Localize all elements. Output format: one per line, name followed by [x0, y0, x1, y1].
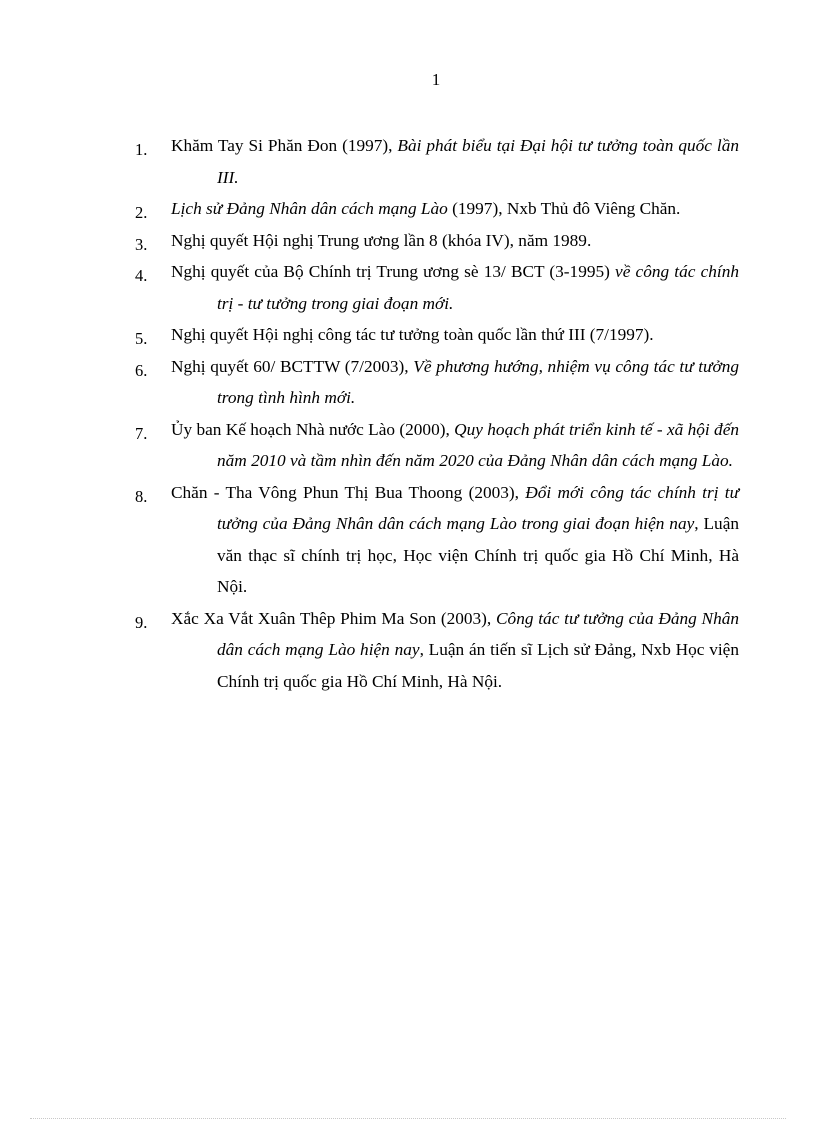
reference-title-italic: Quy hoạch phát triển kinh tế - xã hội đến năm 2010 và tầm nhìn đến năm 2020 của Đảng Nhân dân cách mạng Lào. [217, 419, 740, 470]
reference-text [171, 477, 739, 603]
reference-text-segment: , Luận án tiến sĩ Lịch sử Đảng, Nxb Học viện Chính trị quốc gia Hồ Chí Minh, Hà Nội. [217, 640, 739, 691]
reference-number: 6. [135, 360, 148, 380]
reference-title-italic: Đổi mới công tác chính trị tư tưởng của Đảng Nhân dân cách mạng Lào trong giai đoạn hiện nay [217, 482, 740, 533]
reference-item [135, 130, 739, 193]
reference-item [135, 477, 739, 603]
reference-text-segment: Chăn - Tha Vông Phun Thị Bua Thoong (2003), [171, 482, 526, 502]
reference-text [171, 256, 739, 319]
reference-number: 5. [135, 329, 148, 348]
reference-text [171, 414, 739, 477]
reference-text [171, 603, 739, 698]
reference-number: 2. [135, 203, 148, 222]
reference-number: 3. [135, 234, 148, 254]
reference-title-italic: về công tác chính trị - tư tưởng trong giai đoạn mới. [217, 262, 739, 313]
reference-text [171, 319, 739, 351]
page-bottom-divider [30, 1118, 786, 1119]
reference-text-segment: Nghị quyết 60/ BCTTW (7/2003), [171, 356, 414, 376]
reference-text-segment: Nghị quyết Hội nghị Trung ương lần 8 (khóa IV), năm 1989. [171, 230, 592, 250]
reference-item [135, 193, 739, 225]
reference-list [135, 130, 739, 697]
reference-text-segment: Xắc Xa Vắt Xuân Thêp Phim Ma Son (2003), [171, 608, 497, 628]
reference-text-segment: (1997), Nxb Thủ đô Viêng Chăn. [447, 199, 681, 218]
reference-item [135, 256, 739, 319]
page-number: 1 [431, 70, 441, 89]
reference-text-segment: Nghị quyết Hội nghị công tác tư tưởng toàn quốc lần thứ III (7/1997). [171, 325, 654, 344]
reference-item [135, 414, 739, 477]
reference-text [171, 193, 739, 225]
reference-title-italic: Lịch sử Đảng Nhân dân cách mạng Lào [171, 199, 448, 218]
reference-item [135, 319, 739, 351]
reference-number: 9. [135, 612, 148, 632]
reference-title-italic: Bài phát biểu tại Đại hội tư tưởng toàn quốc lần III. [217, 136, 740, 187]
reference-number: 8. [135, 486, 148, 506]
reference-text-segment: Nghị quyết của Bộ Chính trị Trung ương sè 13/ BCT (3-1995) [171, 262, 616, 281]
reference-text [171, 130, 739, 193]
reference-number: 4. [135, 266, 148, 285]
reference-title-italic: Về phương hướng, nhiệm vụ công tác tư tưởng trong tình hình mới. [217, 356, 739, 407]
reference-text-segment: , Luận văn thạc sĩ chính trị học, Học viện Chính trị quốc gia Hồ Chí Minh, Hà Nội. [217, 514, 740, 596]
reference-text-segment: Khăm Tay Si Phăn Đon (1997), [171, 136, 398, 155]
reference-item [135, 225, 739, 257]
reference-title-italic: Công tác tư tưởng của Đảng Nhân dân cách mạng Lào hiện nay [217, 608, 739, 659]
reference-item [135, 351, 739, 414]
reference-text [171, 225, 739, 257]
reference-text-segment: Ủy ban Kế hoạch Nhà nước Lào (2000), [171, 419, 455, 439]
reference-item [135, 603, 739, 698]
reference-number: 1. [135, 140, 148, 159]
reference-text [171, 351, 739, 414]
reference-number: 7. [135, 423, 148, 443]
